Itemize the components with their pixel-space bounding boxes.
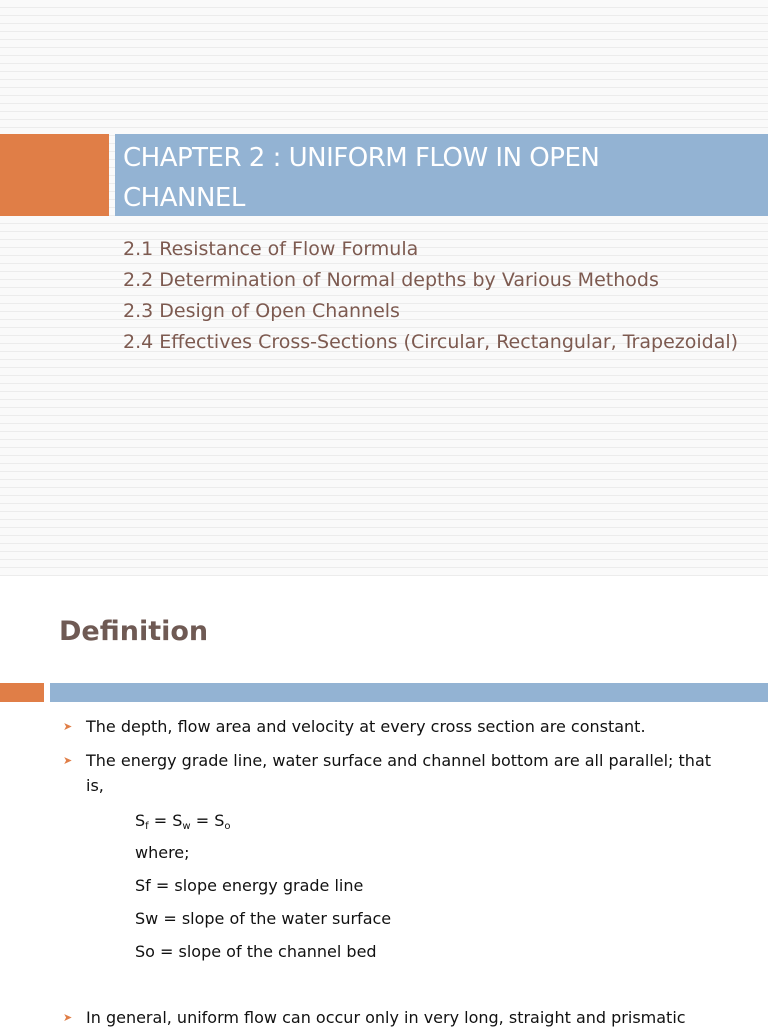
chapter-title: CHAPTER 2 : UNIFORM FLOW IN OPEN CHANNEL: [123, 143, 600, 213]
definition-line: Sf = slope energy grade line: [135, 876, 364, 895]
title-accent-orange: [0, 134, 109, 216]
definition-line: Sw = slope of the water surface: [135, 909, 392, 928]
definition-line: So = slope of the channel bed: [135, 942, 377, 961]
contents-item: 2.1 Resistance of Flow Formula: [123, 238, 419, 260]
bullet-item: [63, 1005, 723, 1030]
bullet-text: The energy grade line, water surface and channel bottom are all parallel; that is,: [86, 751, 712, 795]
definition-banner: [50, 683, 768, 702]
where-label: where;: [135, 843, 190, 862]
bullet-text: In general, uniform flow can occur only in very long, straight and prismatic: [86, 1008, 686, 1027]
arrow-bullet-icon: ➤: [63, 1011, 73, 1024]
bullet-item: [63, 748, 723, 798]
slope-equation: $S_f = S_w = S_o$: [135, 811, 231, 832]
contents-item: 2.3 Design of Open Channels: [123, 300, 400, 322]
bullet-text: The depth, flow area and velocity at every cross section are constant.: [86, 717, 646, 736]
contents-item: 2.4 Effectives Cross-Sections (Circular, Rectangular, Trapezoidal): [123, 331, 739, 353]
contents-item: 2.2 Determination of Normal depths by Various Methods: [123, 269, 659, 291]
bullet-item: [63, 714, 723, 739]
arrow-bullet-icon: ➤: [63, 754, 73, 767]
slide-definition: [0, 578, 768, 1027]
definition-title: Definition: [59, 616, 209, 647]
definition-accent-orange: [0, 683, 44, 702]
arrow-bullet-icon: ➤: [63, 720, 73, 733]
chapter-contents-list: [123, 234, 763, 358]
